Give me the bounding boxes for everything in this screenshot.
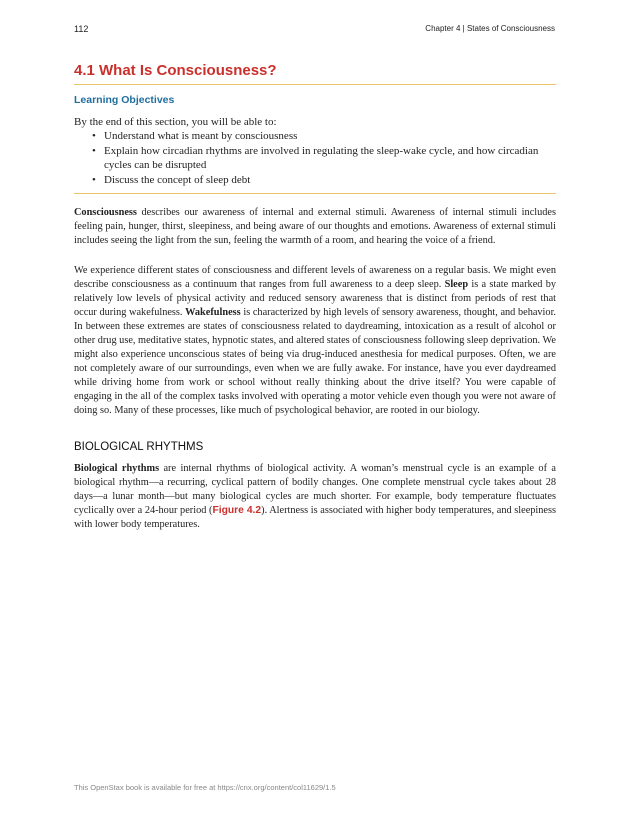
title-divider — [74, 84, 556, 85]
paragraph-text: We experience different states of consciousness and different levels of awareness on a regular basis. We might even describe consciousness as a continuum that ranges from full awareness to a deep sleep. — [74, 265, 556, 290]
bullet-icon: • — [92, 130, 96, 142]
objectives-divider — [74, 193, 556, 194]
figure-link[interactable]: Figure 4.2 — [212, 505, 262, 516]
list-item — [74, 144, 556, 173]
paragraph-text: ). Alertness is associated with higher body temperatures, and sleepiness with lower body temperatures. — [74, 505, 557, 530]
section-title: 4.1 What Is Consciousness? — [74, 62, 277, 79]
learning-objectives-intro: By the end of this section, you will be able to: — [74, 116, 277, 128]
key-term: Consciousness — [74, 207, 137, 218]
paragraph-text: describes our awareness of internal and external stimuli. Awareness of internal stimuli includes feeling pain, hunger, thirst, sleepiness, and being aware of our thoughts and emotions. Awareness of external stimuli includes seeing the light from the sun, feeling the warmth of a room, and hearing the voice of a friend. — [74, 207, 556, 246]
page-number: 112 — [74, 24, 89, 34]
key-term: Biological rhythms — [74, 463, 160, 474]
subsection-heading: BIOLOGICAL RHYTHMS — [74, 441, 204, 453]
paragraph-text: are internal rhythms of biological activity. A woman’s menstrual cycle is an example of a biological rhythm—a recurring, cyclical pattern of bodily changes. One complete menstrual cycle takes about 28 days—a lunar month—but many biological cycles are much shorter. For example, body temperature fluctuates cyclically over a 24-hour period ( — [74, 463, 556, 516]
objective-text: Discuss the concept of sleep debt — [104, 173, 251, 186]
list-item — [74, 173, 556, 188]
paragraph-consciousness — [74, 206, 556, 248]
paragraph-text: is a state marked by relatively low levels of physical activity and reduced sensory awareness that is distinct from periods of rest that occur during wakefulness. — [74, 279, 556, 318]
key-term: Sleep — [444, 279, 469, 290]
list-item — [74, 129, 556, 144]
paragraph-biological-rhythms — [74, 462, 556, 532]
learning-objectives-list — [74, 129, 556, 187]
footer-text: This OpenStax book is available for free at https://cnx.org/content/col11629/1.5 — [74, 783, 336, 792]
chapter-header: Chapter 4 | States of Consciousness — [425, 24, 555, 33]
objective-text: Understand what is meant by consciousness — [104, 130, 298, 142]
bullet-icon: • — [92, 144, 96, 157]
paragraph-states — [74, 264, 556, 418]
bullet-icon: • — [92, 173, 96, 186]
key-term: Wakefulness — [185, 307, 241, 318]
learning-objectives-heading: Learning Objectives — [74, 94, 175, 106]
paragraph-text: is characterized by high levels of sensory awareness, thought, and behavior. In between these extremes are states of consciousness related to daydreaming, intoxication as a result of alcohol or other drug use, meditative states, hypnotic states, and altered states of consciousness following sleep deprivation. We might also experience unconscious states of being via drug-induced anesthesia for medical purposes. Often, we are not completely aware of our surroundings, even when we are fully awake. For instance, have you ever daydreamed while driving home from work or school without really thinking about the drive itself? You were capable of engaging in the all of the complex tasks involved with operating a motor vehicle even though you were not aware of doing so. Many of these processes, like much of psychological behavior, are rooted in our biology. — [74, 307, 557, 416]
objective-text: Explain how circadian rhythms are involved in regulating the sleep-wake cycle, and how circadian cycles can be disrupted — [104, 144, 539, 171]
